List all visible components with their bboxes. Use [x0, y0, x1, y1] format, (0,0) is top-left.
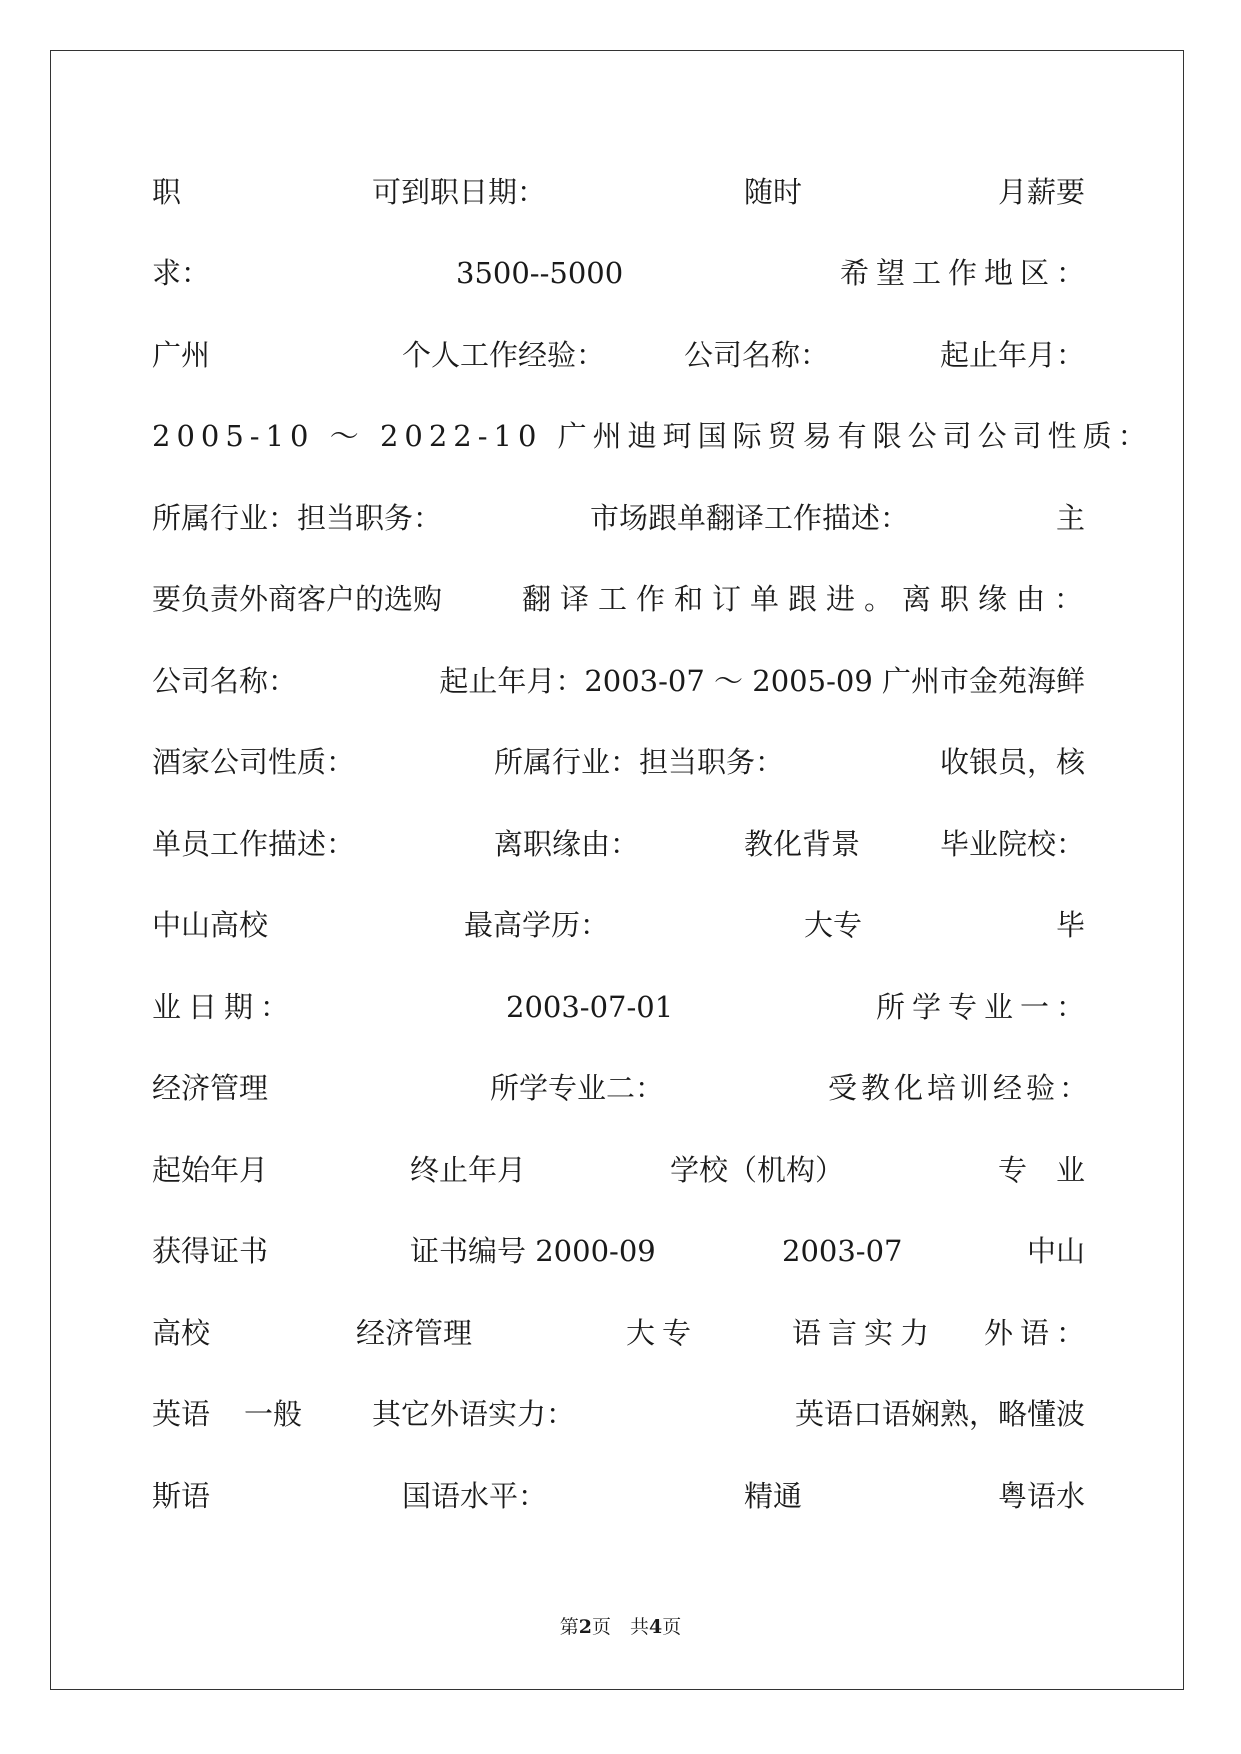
text-line-3	[152, 333, 1085, 377]
text-segment: 求：	[152, 256, 211, 290]
text-segment: 教化背景	[744, 827, 861, 861]
text-segment: 国语水平：	[402, 1479, 548, 1513]
text-segment: 语言实力	[792, 1316, 937, 1350]
text-line-2	[152, 251, 1092, 295]
text-segment: 中山	[1026, 1234, 1085, 1268]
text-line-13	[152, 1148, 1085, 1192]
text-segment: 希望工作地区：	[839, 256, 1092, 290]
text-segment: 随时	[744, 175, 803, 209]
text-segment: 其它外语实力：	[372, 1397, 576, 1431]
text-segment: 大专	[804, 908, 863, 942]
text-line-5	[152, 496, 1085, 540]
text-segment: 经济管理	[152, 1071, 269, 1105]
text-segment: 专 业	[997, 1153, 1085, 1187]
text-segment: 毕业院校：	[939, 827, 1085, 861]
text-segment: 英语	[152, 1397, 211, 1431]
text-line-1	[152, 170, 1085, 214]
page-border	[50, 50, 1184, 1690]
current-page-number: 2	[578, 1616, 592, 1638]
text-segment: 离职缘由：	[494, 827, 640, 861]
text-segment: 翻译工作和订单跟进。离职缘由：	[521, 582, 1092, 616]
text-segment: 所学专业二：	[490, 1071, 665, 1105]
text-line-6	[152, 577, 1092, 621]
footer-prefix: 第	[559, 1616, 579, 1638]
text-segment: 受教化培训经验：	[827, 1071, 1092, 1105]
text-segment: 公司名称：	[684, 338, 830, 372]
text-segment: 大专	[626, 1316, 699, 1350]
text-line-8	[152, 740, 1085, 784]
text-segment: 可到职日期：	[372, 175, 547, 209]
text-segment: 所属行业：担当职务：	[494, 745, 785, 779]
text-segment: 一般	[244, 1397, 303, 1431]
text-segment: 2005-10 ～ 2022-10 广州迪珂国际贸易有限公司公司性质：	[152, 419, 1153, 453]
footer-mid: 页 共	[591, 1616, 649, 1638]
text-segment: 职	[152, 175, 182, 209]
text-segment: 主	[1055, 501, 1085, 535]
text-segment: 起止年月：	[939, 338, 1085, 372]
text-line-12	[152, 1066, 1092, 1110]
text-segment: 学校（机构）	[670, 1153, 845, 1187]
text-segment: 获得证书	[152, 1234, 269, 1268]
text-segment: 中山高校	[152, 908, 269, 942]
text-segment: 起始年月	[152, 1153, 269, 1187]
text-line-14	[152, 1229, 1085, 1273]
text-segment: 所属行业：担当职务：	[152, 501, 443, 535]
text-segment: 高校	[152, 1316, 211, 1350]
text-line-16	[152, 1392, 1085, 1436]
text-segment: 经济管理	[356, 1316, 473, 1350]
text-segment: 要负责外商客户的选购	[152, 582, 443, 616]
text-segment: 毕	[1055, 908, 1085, 942]
text-segment: 最高学历：	[464, 908, 610, 942]
text-segment: 2003-07-01	[506, 990, 674, 1024]
text-segment: 市场跟单翻译工作描述：	[590, 501, 910, 535]
text-segment: 精通	[744, 1479, 803, 1513]
text-line-7	[152, 659, 1085, 703]
text-line-9	[152, 822, 1085, 866]
text-segment: 外语：	[983, 1316, 1092, 1350]
text-line-10	[152, 903, 1085, 947]
text-segment: 斯语	[152, 1479, 211, 1513]
text-segment: 英语口语娴熟，略懂波	[794, 1397, 1085, 1431]
footer-suffix: 页	[662, 1616, 682, 1638]
text-segment: 收银员，核	[939, 745, 1085, 779]
text-segment: 证书编号 2000-09	[410, 1234, 656, 1268]
text-segment: 广州	[152, 338, 211, 372]
text-line-17	[152, 1474, 1085, 1518]
text-segment: 粤语水	[997, 1479, 1085, 1513]
text-segment: 3500--5000	[456, 256, 624, 290]
text-segment: 单员工作描述：	[152, 827, 356, 861]
text-segment: 酒家公司性质：	[152, 745, 356, 779]
text-segment: 终止年月	[410, 1153, 527, 1187]
page-footer	[0, 1615, 1241, 1639]
text-segment: 2003-07	[782, 1234, 903, 1268]
text-segment: 所学专业一：	[875, 990, 1092, 1024]
text-segment: 个人工作经验：	[402, 338, 606, 372]
text-segment: 起止年月：2003-07 ～ 2005-09 广州市金苑海鲜	[439, 664, 1085, 698]
text-segment: 公司名称：	[152, 664, 298, 698]
text-line-4	[152, 414, 1153, 458]
text-segment: 月薪要	[997, 175, 1085, 209]
text-line-11	[152, 985, 1092, 1029]
text-segment: 业日期：	[152, 990, 297, 1024]
total-page-number: 4	[649, 1616, 663, 1638]
text-line-15	[152, 1311, 1092, 1355]
